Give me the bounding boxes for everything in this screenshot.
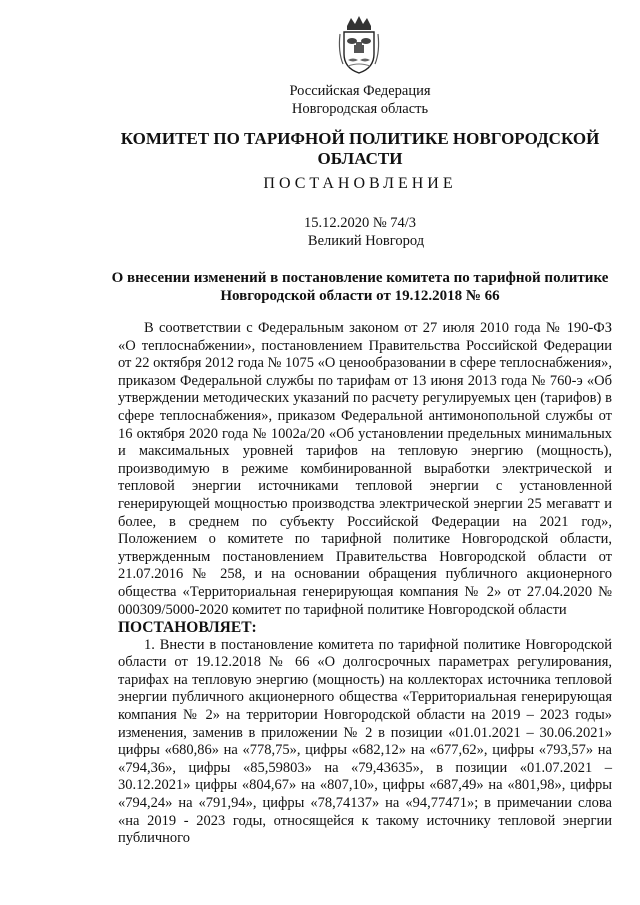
coat-of-arms-emblem (337, 12, 381, 76)
date-number: 15.12.2020 № 74/3 (303, 215, 417, 231)
committee-title-line1: КОМИТЕТ ПО ТАРИФНОЙ ПОЛИТИКЕ НОВГОРОДСКОЙ (120, 129, 600, 148)
document-type: ПОСТАНОВЛЕНИЕ (263, 175, 457, 192)
committee-title-line2: ОБЛАСТИ (317, 149, 403, 168)
subject-title-line2: Новгородской области от 19.12.2018 № 66 (220, 288, 500, 304)
country-name: Российская Федерация (289, 83, 431, 99)
preamble-paragraph: В соответствии с Федеральным законом от 27 июля 2010 года № 190-ФЗ «О теплоснабжении», постановлением Правительства Российской Федерации от 22 октября 2012 года № 1075 «О ценообразовании в сфере теплоснабжения», приказом Федеральной службы по тарифам от 13 июня 2013 года № 760-э «Об утверждении методических указаний по расчету регулируемых цен (тарифов) в сфере теплоснабжения», приказом Федеральной антимонопольной службы от 16 октября 2020 года № 1002а/20 «Об установлении предельных минимальных и максимальных уровней тарифов на тепловую энергию (мощность), производимую в режиме комбинированной выработки электрической и тепловой энергии источниками тепловой энергии с установленной генерирующей мощностью производства электрической энергии 25 мегаватт и более, в среднем по субъекту Российской Федерации на 2021 год», Положением о комитете по тарифной политике Новгородской области, утвержденным постановлением Правительства Новгородской области от 21.07.2016 № 258, и на основании обращения публичного акционерного общества «Территориальная генерирующая компания № 2» от 27.04.2020 № 000309/5000-2020 комитет по тарифной политике Новгородской области (118, 320, 612, 618)
item-1-paragraph: 1. Внести в постановление комитета по тарифной политике Новгородской области от 19.12.2018 № 66 «О долгосрочных параметрах регулирования, тарифах на тепловую энергию (мощность) на коллекторах источника тепловой энергии публичного акционерного общества «Территориальная генерирующая компания № 2» на территории Новгородской области на 2019 – 2023 годы» изменения, заменив в приложении № 2 в позиции «01.01.2021 – 30.06.2021» цифры «680,86» на «778,75», цифры «682,12» на «677,62», цифры «793,57» на «794,36», цифры «85,59803» на «79,43635», в позиции «01.07.2021 – 30.12.2021» цифры «804,67» на «807,10», цифры «687,49» на «801,98», цифры «794,24» на «791,94», цифры «78,74137» на «94,77471»; в примечании слова «на 2019 - 2023 годы, относящейся к такому источнику тепловой энергии публичного (118, 636, 612, 847)
region-name: Новгородская область (291, 101, 429, 117)
city-name: Великий Новгород (307, 233, 425, 249)
document-body (118, 320, 612, 848)
subject-title-line1: О внесении изменений в постановление комитета по тарифной политике (111, 270, 609, 286)
decrees-heading: ПОСТАНОВЛЯЕТ: (118, 619, 257, 637)
